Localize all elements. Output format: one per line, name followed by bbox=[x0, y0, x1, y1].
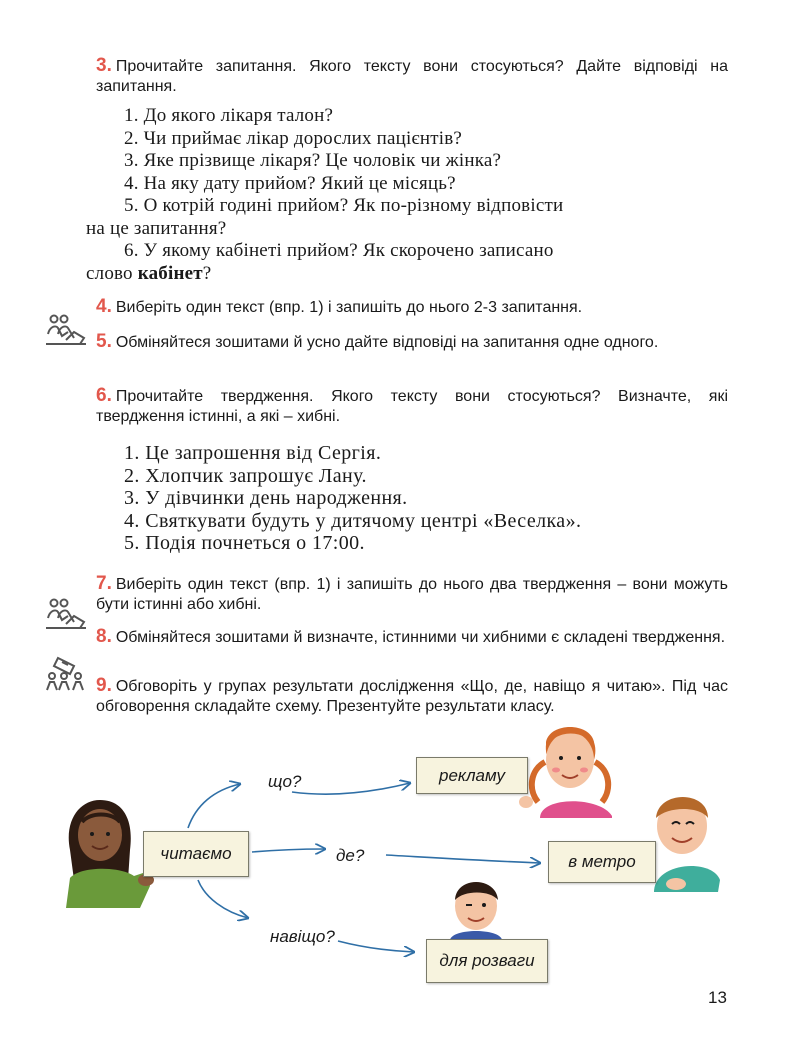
task-text: Виберіть один текст (впр. 1) і запишіть до нього два твердження – вони можуть бути істинні або хибні. bbox=[96, 576, 728, 613]
arrow-to-what bbox=[188, 784, 240, 828]
task-number: 3. bbox=[96, 55, 112, 76]
question-label-where: де? bbox=[336, 846, 365, 865]
card-answer-what: рекламу bbox=[416, 757, 528, 794]
task-text: Виберіть один текст (впр. 1) і запишіть до нього 2-3 запитання. bbox=[115, 299, 583, 316]
list-item-continuation: слово кабінет? bbox=[86, 262, 212, 284]
list-item: 4. На яку дату прийом? Який це місяць? bbox=[124, 172, 456, 194]
list-item: 5. О котрій годині прийом? Як по-різному відповісти bbox=[124, 195, 564, 216]
task-number: 6. bbox=[96, 385, 112, 406]
task-number: 9. bbox=[96, 675, 112, 696]
arrow-to-why bbox=[198, 880, 248, 918]
bold-word: кабінет bbox=[137, 262, 203, 284]
boy-winking-illustration bbox=[450, 882, 502, 940]
task-text: Обміняйтеся зошитами й визначте, істинними чи хибними є складені твердження. bbox=[115, 629, 726, 646]
task-text: Прочитайте запитання. Якого тексту вони стосуються? Дайте відповіді на запитання. bbox=[96, 58, 728, 95]
girl-pigtails-illustration bbox=[519, 727, 612, 818]
list-item: 3. У дівчинки день народження. bbox=[124, 487, 408, 509]
question-label-why: навіщо? bbox=[270, 927, 335, 946]
list-item: 2. Чи приймає лікар дорослих пацієнтів? bbox=[124, 127, 463, 149]
list-item: 2. Хлопчик запрошує Лану. bbox=[124, 464, 367, 487]
arrow-why-to-answer bbox=[338, 941, 414, 952]
task-text: Обміняйтеся зошитами й усно дайте відповіді на запитання одне одного. bbox=[115, 334, 659, 351]
task-text: Обговоріть у групах результати дослідження «Що, де, навіщо я читаю». Під час обговорення складайте схему. Презентуйте результати класу. bbox=[96, 678, 728, 715]
arrow-to-where bbox=[252, 849, 325, 852]
list-item: 3. Яке прізвище лікаря? Це чоловік чи жінка? bbox=[124, 150, 502, 171]
task-number: 4. bbox=[96, 296, 112, 317]
list-item: 1. Це запрошення від Сергія. bbox=[124, 442, 382, 464]
list-item: 5. Подія почнеться о 17:00. bbox=[124, 532, 365, 554]
list-item: 4. Святкувати будуть у дитячому центрі «Веселка». bbox=[124, 509, 582, 532]
list-item: 1. До якого лікаря талон? bbox=[124, 105, 334, 126]
list-item-continuation: на це запитання? bbox=[86, 217, 227, 239]
card-answer-where: в метро bbox=[548, 841, 656, 883]
card-center: читаємо bbox=[143, 831, 249, 877]
task-number: 8. bbox=[96, 626, 112, 647]
arrow-what-to-answer bbox=[292, 783, 410, 794]
question-label-what: що? bbox=[268, 772, 302, 791]
task-number: 7. bbox=[96, 573, 112, 594]
card-answer-why: для розваги bbox=[426, 939, 548, 983]
girl-reading-illustration bbox=[66, 800, 154, 908]
boy-smiling-illustration bbox=[654, 797, 720, 892]
arrow-where-to-answer bbox=[386, 855, 540, 863]
task-number: 5. bbox=[96, 331, 112, 352]
list-item: 6. У якому кабінеті прийом? Як скорочено записано bbox=[124, 240, 554, 261]
page-number: 13 bbox=[708, 988, 727, 1007]
task-text: Прочитайте твердження. Якого тексту вони стосуються? Визначте, які твердження істинні, а які – хибні. bbox=[96, 388, 728, 425]
